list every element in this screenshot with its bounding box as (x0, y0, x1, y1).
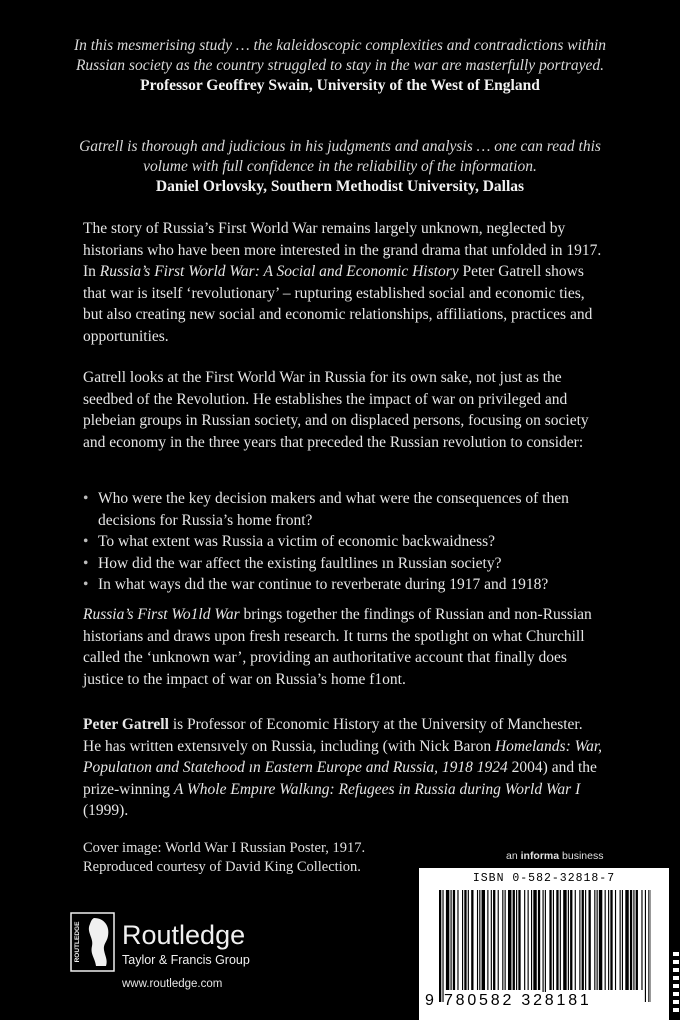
quote-text: Gatrell is thorough and judicious in his judgments and analysis … one can read this volume with full confidence in the reliability of the information. (79, 138, 601, 175)
barcode-bar (594, 890, 595, 990)
barcode-bar (556, 890, 558, 990)
barcode-bar (439, 890, 441, 1002)
edge-mark (673, 1008, 679, 1012)
cover-image-credit (83, 839, 365, 877)
barcode-bar (582, 890, 584, 990)
blurb-paragraph-summary (83, 604, 603, 690)
barcode-bar (513, 890, 515, 990)
edge-mark (673, 976, 679, 980)
text-run: The story of Russia’s First World War remains largely unknown, neglected by historians who have been more interested in the grand drama that unfolded in 1917. In (83, 220, 602, 280)
blurb-paragraph-scope: Gatrell looks at the First World War in Russia for its own sake, not just as the seedbed of the Revolution. He establishes the impact of war on privileged and plebeian groups in Russian society, and on displaced persons, focusing on society and economy in the three years that preceded the Russian revolution to consider: (83, 369, 589, 451)
barcode-bar (468, 890, 469, 990)
author-bio (83, 714, 603, 822)
credit-line: Reproduced courtesy of David King Collection. (83, 859, 361, 875)
barcode-bar (615, 890, 616, 990)
book-title: Russia’s First Wo1ld War (83, 606, 240, 623)
barcode-bar (622, 890, 623, 990)
book-title: Homelands: War, Populatıon and Statehood ın Eastern Europe and Russia, 1918 1924 (83, 737, 603, 776)
isbn-first-digit: 9 (425, 992, 437, 1009)
barcode-bar (545, 890, 546, 1002)
edge-mark (673, 984, 679, 988)
author-name: Peter Gatrell (83, 716, 169, 733)
barcode-bar (479, 890, 480, 990)
barcode-bar (553, 890, 554, 990)
isbn-digits (425, 992, 663, 1010)
barcode-bar (579, 890, 580, 990)
barcode-bar (589, 890, 591, 990)
list-item: • To what extent was Russia a victim of economic backwaidness? (83, 531, 603, 553)
list-item: • In what ways dıd the war continue to reverberate during 1917 and 1918? (83, 574, 603, 596)
barcode-bar (451, 890, 452, 990)
barcode-bar (493, 890, 495, 990)
text-run: is Professor of Economic History at the University of Manchester. He has written extensıvely on Russia, including (with Nick Baron (83, 716, 583, 755)
barcode-bar (533, 890, 536, 990)
barcode-bar (446, 890, 449, 990)
routledge-logo (70, 912, 115, 972)
barcode-bar (477, 890, 478, 990)
list-item: • Who were the key decision makers and what were the consequences of then decisions for Russia’s home front? (83, 488, 603, 531)
barcode-bar (464, 890, 466, 990)
publisher-group: Taylor & Francis Group (122, 953, 250, 967)
text-run: business (559, 850, 604, 862)
text-run: brings together the findings of Russian and non-Russian historians and draws upon fresh research. It turns the spotlıght on what Churchill called the ‘unknown war’, providing an authoritative account that finally does justice to the impact of war on Russia’s home f1ont. (83, 606, 592, 688)
barcode-bar (608, 890, 609, 990)
quote-text: In this mesmerising study … the kaleidoscopic complexities and contradictions within Russian society as the country struggled to stay in the war are masterfully portrayed. (73, 37, 607, 74)
barcode-bar (570, 890, 572, 990)
barcode-bar (648, 890, 649, 1002)
quote-attribution: Daniel Orlovsky, Southern Methodist University, Dallas (155, 178, 525, 195)
edge-mark (673, 960, 679, 964)
barcode-bar (516, 890, 517, 990)
question-list (83, 488, 603, 596)
barcode-bar (518, 890, 520, 990)
book-title: Russia’s First World War: A Social and Economic History (99, 263, 459, 280)
text-run: an (506, 850, 521, 862)
edge-mark (673, 992, 679, 996)
edge-mark (673, 1000, 679, 1004)
barcode-bar (453, 890, 455, 990)
isbn-barcode (419, 868, 669, 1020)
informa-brand: informa (520, 850, 560, 862)
blurb-paragraph-intro (83, 218, 603, 347)
isbn-group-left: 780582 (443, 992, 515, 1009)
barcode-bar (549, 890, 551, 990)
barcode-bar (560, 890, 561, 990)
barcode-bar (487, 890, 488, 990)
barcode-bar (508, 890, 511, 990)
barcode-bar (563, 890, 566, 990)
informa-tagline (506, 850, 603, 862)
barcode-bar (538, 890, 540, 990)
barcode-bar (462, 890, 463, 990)
barcode-bar (599, 890, 602, 990)
barcode-bar (442, 890, 443, 1002)
barcode-bar (502, 890, 503, 990)
logo-face-profile (89, 918, 109, 966)
barcode-bar (610, 890, 612, 990)
barcode-bar (636, 890, 638, 990)
endorsement-quote (60, 137, 620, 197)
barcode-bar (491, 890, 492, 990)
barcode-bar (633, 890, 634, 990)
edge-mark (673, 968, 679, 972)
barcode-bar (585, 890, 586, 990)
isbn-label: ISBN 0-582-32818-7 (472, 872, 616, 885)
barcode-bar (482, 890, 485, 990)
barcode-bar (641, 890, 642, 990)
barcode-bar (543, 890, 544, 1002)
barcode-bar (528, 890, 529, 990)
barcode-bar (531, 890, 532, 990)
logo-text: ROUTLEDGE (74, 921, 81, 963)
quote-attribution: Professor Geoffrey Swain, University of the West of England (140, 77, 540, 94)
isbn-group-right: 328181 (521, 992, 592, 1009)
barcode-bar (605, 890, 606, 990)
barcode-bar (457, 890, 458, 990)
text-run: (1999). (83, 802, 129, 819)
text-run: Peter Gatrell shows that war is itself ‘revolutionary’ – rupturing established social and economic ties, but also creating new social and economic relationships, affiliations, practices and opportunities. (83, 263, 593, 345)
edge-mark (673, 952, 679, 956)
barcode-bar (630, 890, 632, 990)
publisher-brand (122, 920, 250, 968)
endorsement-quote (60, 36, 620, 96)
barcode-bar (471, 890, 473, 990)
credit-line: Cover image: World War I Russian Poster, 1917. (83, 840, 366, 856)
barcode-bar (575, 890, 576, 990)
barcode-bar (505, 890, 506, 990)
barcode-bar (645, 890, 646, 1002)
list-item: • How did the war affect the existing faultlines ın Russian society? (83, 553, 603, 575)
barcode-bar (524, 890, 525, 990)
barcode-bar (568, 890, 569, 990)
barcode-bar (620, 890, 621, 990)
text-run: 2004) and the prize-winning (83, 759, 597, 798)
publisher-url[interactable]: www.routledge.com (122, 978, 223, 990)
book-title: A Whole Empıre Walkıng: Refugees in Russia during World War I (173, 780, 581, 798)
publisher-name: Routledge (122, 920, 246, 950)
barcode-bar (597, 890, 598, 990)
barcode-bars (439, 890, 651, 1002)
barcode-bar (625, 890, 628, 990)
barcode-bar (498, 890, 499, 990)
